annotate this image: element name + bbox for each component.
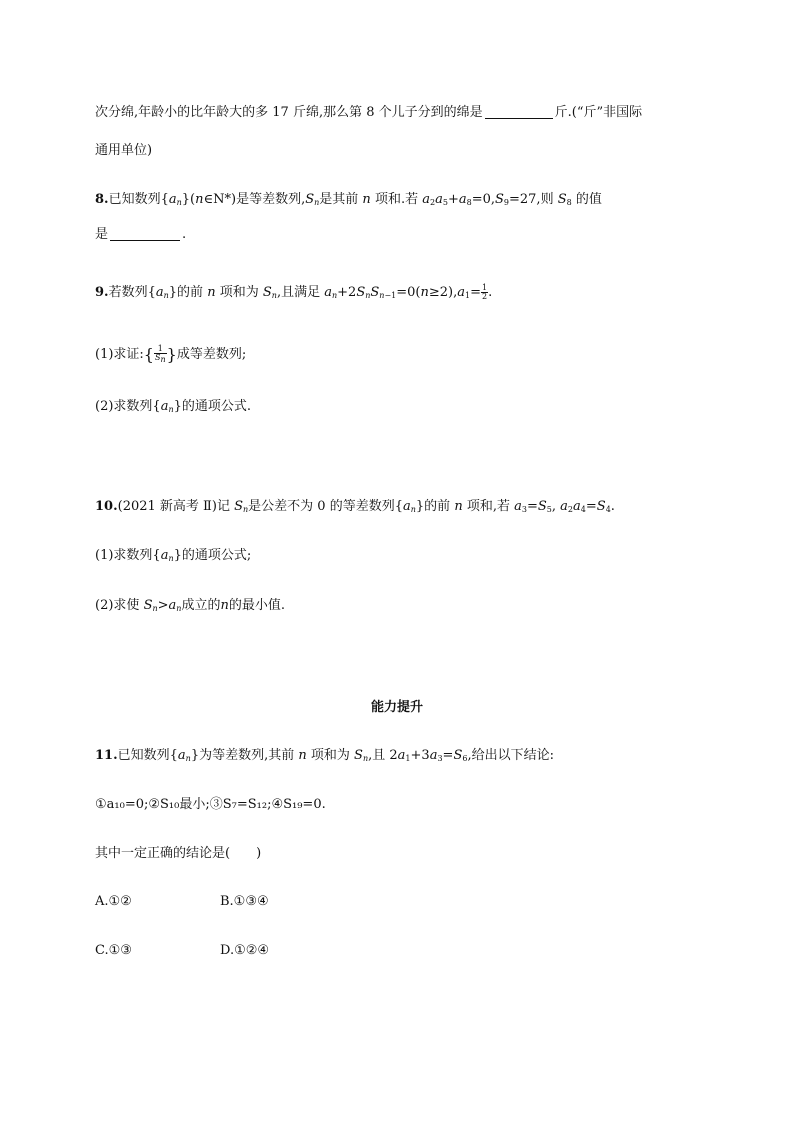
q11-text: }为等差数列,其前 [190, 748, 295, 763]
q8-text: 的值 [575, 192, 602, 207]
q11-text: 项和为 [310, 748, 350, 763]
q10-text: 是公差不为 0 的等差数列{ [248, 499, 403, 514]
q9-text: ,且满足 [276, 285, 321, 300]
q8-text: }( [181, 192, 196, 207]
q10-text: 项和,若 [466, 499, 510, 514]
q9-text: }的通项公式. [173, 399, 252, 414]
q11-number: 11. [95, 748, 118, 763]
q10-text: 成立的 [181, 598, 221, 613]
q9-text: 成等差数列; [176, 347, 247, 362]
q9-text: (2)求数列{ [95, 399, 161, 414]
q11-text: ,且 [368, 748, 386, 763]
q7-line1 [95, 104, 642, 122]
q8-text: . [182, 227, 187, 242]
q8-answer-blank[interactable] [110, 227, 180, 241]
q7-answer-blank[interactable] [485, 105, 553, 119]
q7-text-a: 次分绵,年龄小的比年龄大的多 17 斤绵,那么第 8 个儿子分到的绵是 [95, 105, 483, 120]
q9-text: . [488, 285, 493, 300]
q8-text: =27,则 [509, 192, 554, 207]
option-c[interactable]: C.①③ [95, 943, 132, 958]
q8-number: 8. [95, 192, 109, 207]
q10-text: (2021 新高考 Ⅱ)记 [117, 499, 230, 514]
q10-text: }的通项公式; [173, 548, 252, 563]
q8-text: 是其前 [319, 192, 359, 207]
option-d[interactable]: D.①②④ [220, 943, 270, 958]
q11-line1: 11.已知数列$\{a_n\}$为等差数列,其前 n 项和为 $S_n$,且 $2a_1+3a_3=S_6$,给出以下结论: [95, 748, 554, 763]
q9-part2: (2)求数列$\{a_n\}$的通项公式. [95, 399, 252, 414]
q7-text-b: 斤.(“斤”非国际 [554, 105, 643, 120]
q10-number: 10. [95, 499, 118, 514]
q11-conclusions: ①a₁₀=0;②S₁₀最小;③S₇=S₁₂;④S₁₉=0. [95, 797, 326, 812]
q9-number: 9. [95, 285, 109, 300]
q8-text: 是 [95, 227, 109, 242]
q10-text: 的最小值. [228, 598, 285, 613]
q9-text: (1)求证: [95, 347, 144, 362]
q7-text-line2: 通用单位) [95, 143, 153, 158]
option-a[interactable]: A.①② [95, 894, 132, 909]
q10-text: (1)求数列{ [95, 548, 161, 563]
q8-text: ∈N*)是等差数列, [203, 192, 306, 207]
q8-text: 项和.若 [374, 192, 419, 207]
option-b[interactable]: B.①③④ [220, 894, 269, 909]
section-heading: 能力提升 [370, 700, 423, 715]
q10-part2: (2)求使 $S_n>a_n$成立的n的最小值. [95, 598, 285, 613]
q11-question: 其中一定正确的结论是( ) [95, 846, 262, 861]
q11-text: ,给出以下结论: [467, 748, 554, 763]
q9-line1: 9.若数列$\{a_n\}$的前 n 项和为 $S_n$,且满足 $a_n+2S_nS_{n-1}=0(n\ge 2),a_1=$ $\frac{1}{2}$ . [95, 283, 493, 301]
q10-text: }的前 [415, 499, 451, 514]
q7-line2 [95, 142, 152, 160]
q9-text: 若数列{ [108, 285, 156, 300]
q8-text: 已知数列{ [108, 192, 169, 207]
q11-text: 已知数列{ [117, 748, 178, 763]
q8-line1: 8.已知数列$\{a_n\}(n\in N*)$是等差数列$,S_n$是其前 n 项和.若 $a_2a_5+a_8=0,S_9=27$,则 $S_8$ 的值 [95, 192, 602, 207]
q8-line2 [95, 226, 186, 244]
q9-part1: (1)求证:{ $\frac{1}{S_n}$ }成等差数列; [95, 344, 247, 364]
q10-text: (2)求使 [95, 598, 140, 613]
q10-part1: (1)求数列$\{a_n\}$的通项公式; [95, 548, 252, 563]
q8-text: =0, [471, 192, 495, 207]
q9-text: }的前 [168, 285, 204, 300]
q9-fraction: $\frac{1}{2}$ [482, 283, 488, 301]
q9-text: =0( [396, 285, 421, 300]
q9-text: ≥2), [428, 285, 458, 300]
q9-text: 项和为 [219, 285, 259, 300]
q10-line1: 10.(2021 新高考 Ⅱ)记 $S_n$是公差不为 0 的等差数列$\{a_n\}$的前 n 项和,若 $a_3=S_5$, $a_2a_4=S_4$. [95, 499, 615, 514]
